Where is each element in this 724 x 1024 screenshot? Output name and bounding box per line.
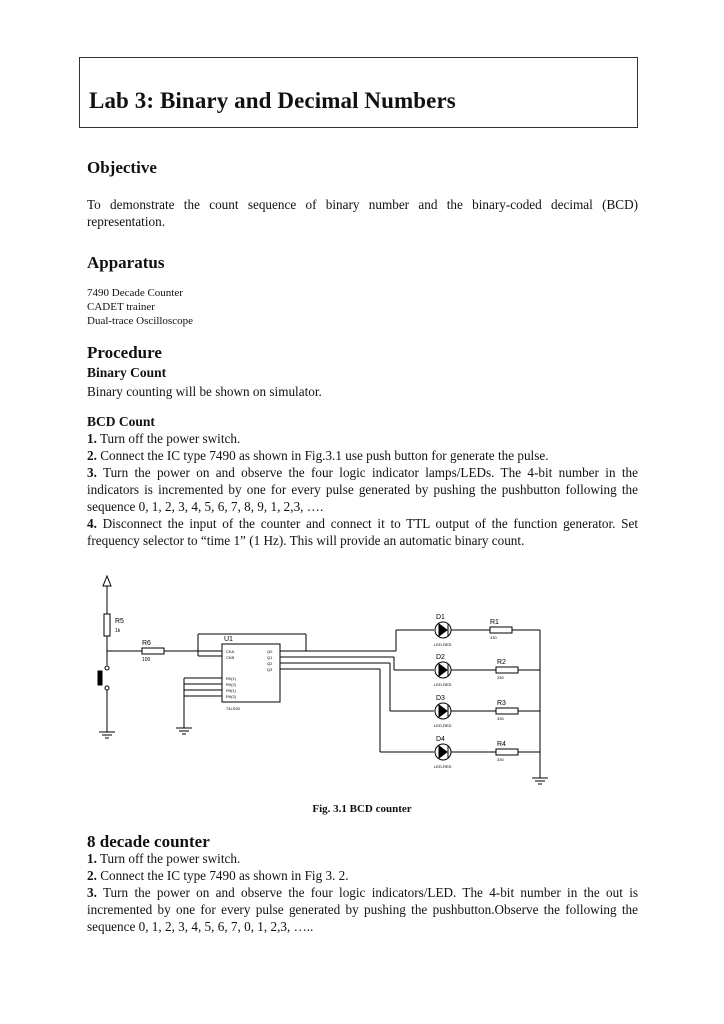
figure-caption: Fig. 3.1 BCD counter <box>312 803 412 815</box>
apparatus-item: CADET trainer <box>87 301 155 313</box>
d4-type: LED-RED <box>434 764 452 769</box>
bcd-step: 1. Turn off the power switch. <box>87 431 241 446</box>
d3-type: LED-RED <box>434 723 452 728</box>
bcd-step: 4. Disconnect the input of the counter and connect it to TTL output of the function generator. Set frequency selector to “time 1” (1 Hz). This will provide an automatic binary count. <box>87 516 638 548</box>
pin-q2: Q2 <box>267 661 273 666</box>
r6-label: R6 <box>142 640 151 647</box>
ic-part-label: 74LS90 <box>226 706 240 711</box>
pushbutton-icon <box>98 671 102 685</box>
bcd-step: 2. Connect the IC type 7490 as shown in Fig.3.1 use push button for generate the pulse. <box>87 448 549 463</box>
d3-label: D3 <box>436 695 445 702</box>
objective-heading: Objective <box>87 158 157 177</box>
vcc-arrow-icon <box>103 576 111 586</box>
decade-step: 1. Turn off the power switch. <box>87 851 241 866</box>
r3-label: R3 <box>497 700 506 707</box>
pin-q0: Q0 <box>267 649 273 654</box>
bcd-step: 3. Turn the power on and observe the four logic indicator lamps/LEDs. The 4-bit number in the indicators is incremented by one for every pulse generated by pushing the pushbutton following the sequence 0, 1, 2, 3, 4, 5, 6, 7, 8, 9, 1, 2,3, …. <box>87 465 638 514</box>
r1-label: R1 <box>490 619 499 626</box>
binary-count-heading: Binary Count <box>87 365 167 380</box>
decade-counter-heading: 8 decade counter <box>87 832 210 851</box>
d1-label: D1 <box>436 614 445 621</box>
d4-label: D4 <box>436 736 445 743</box>
apparatus-item: 7490 Decade Counter <box>87 287 183 299</box>
r4-label: R4 <box>497 741 506 748</box>
pin-r02: R0(2) <box>226 682 237 687</box>
pin-r91: R9(1) <box>226 688 237 693</box>
pin-r92: R9(2) <box>226 694 237 699</box>
r5-resistor <box>104 614 110 636</box>
pin-q1: Q1 <box>267 655 273 660</box>
r6-resistor <box>142 648 164 654</box>
led-d3-icon <box>435 703 451 719</box>
decade-step: 2. Connect the IC type 7490 as shown in Fig 3. 2. <box>87 868 349 883</box>
pin-r01: R0(1) <box>226 676 237 681</box>
pin-q3: Q3 <box>267 667 273 672</box>
led-d4-icon <box>435 744 451 760</box>
decade-steps <box>87 850 638 935</box>
r4-value: 330 <box>497 757 504 762</box>
r1-value: 330 <box>490 635 497 640</box>
pin-cka: CKA <box>226 649 235 654</box>
led-d2-icon <box>435 662 451 678</box>
d2-type: LED-RED <box>434 682 452 687</box>
title-box <box>79 57 638 128</box>
bcd-count-heading: BCD Count <box>87 414 155 429</box>
page-title: Lab 3: Binary and Decimal Numbers <box>89 88 456 113</box>
r5-label: R5 <box>115 618 124 625</box>
pin-ckb: CKB <box>226 655 235 660</box>
u1-label: U1 <box>224 636 233 643</box>
decade-step: 3. Turn the power on and observe the four logic indicators/LED. The 4-bit number in the out is incremented by one for every pulse generated by pushing the pushbutton.Observe the following the sequence 0, 1, 2, 3, 4, 5, 6, 7, 0, 1, 2,3, ….. <box>87 885 638 934</box>
r5-value: 1k <box>115 628 121 634</box>
bcd-steps <box>87 430 638 549</box>
binary-count-text: Binary counting will be shown on simulator. <box>87 384 322 399</box>
objective-text: To demonstrate the count sequence of binary number and the binary-coded decimal (BCD) representation. <box>87 197 638 229</box>
apparatus-heading: Apparatus <box>87 253 165 272</box>
apparatus-item: Dual-trace Oscilloscope <box>87 315 193 327</box>
r6-value: 100 <box>142 657 151 663</box>
r2-label: R2 <box>497 659 506 666</box>
led-d1-icon <box>435 622 451 638</box>
apparatus-list <box>87 286 193 328</box>
procedure-heading: Procedure <box>87 343 162 362</box>
r3-value: 330 <box>497 716 504 721</box>
d1-type: LED-RED <box>434 642 452 647</box>
switch-contact <box>105 666 109 670</box>
d2-label: D2 <box>436 654 445 661</box>
bcd-counter-schematic <box>0 560 724 800</box>
r2-value: 330 <box>497 675 504 680</box>
